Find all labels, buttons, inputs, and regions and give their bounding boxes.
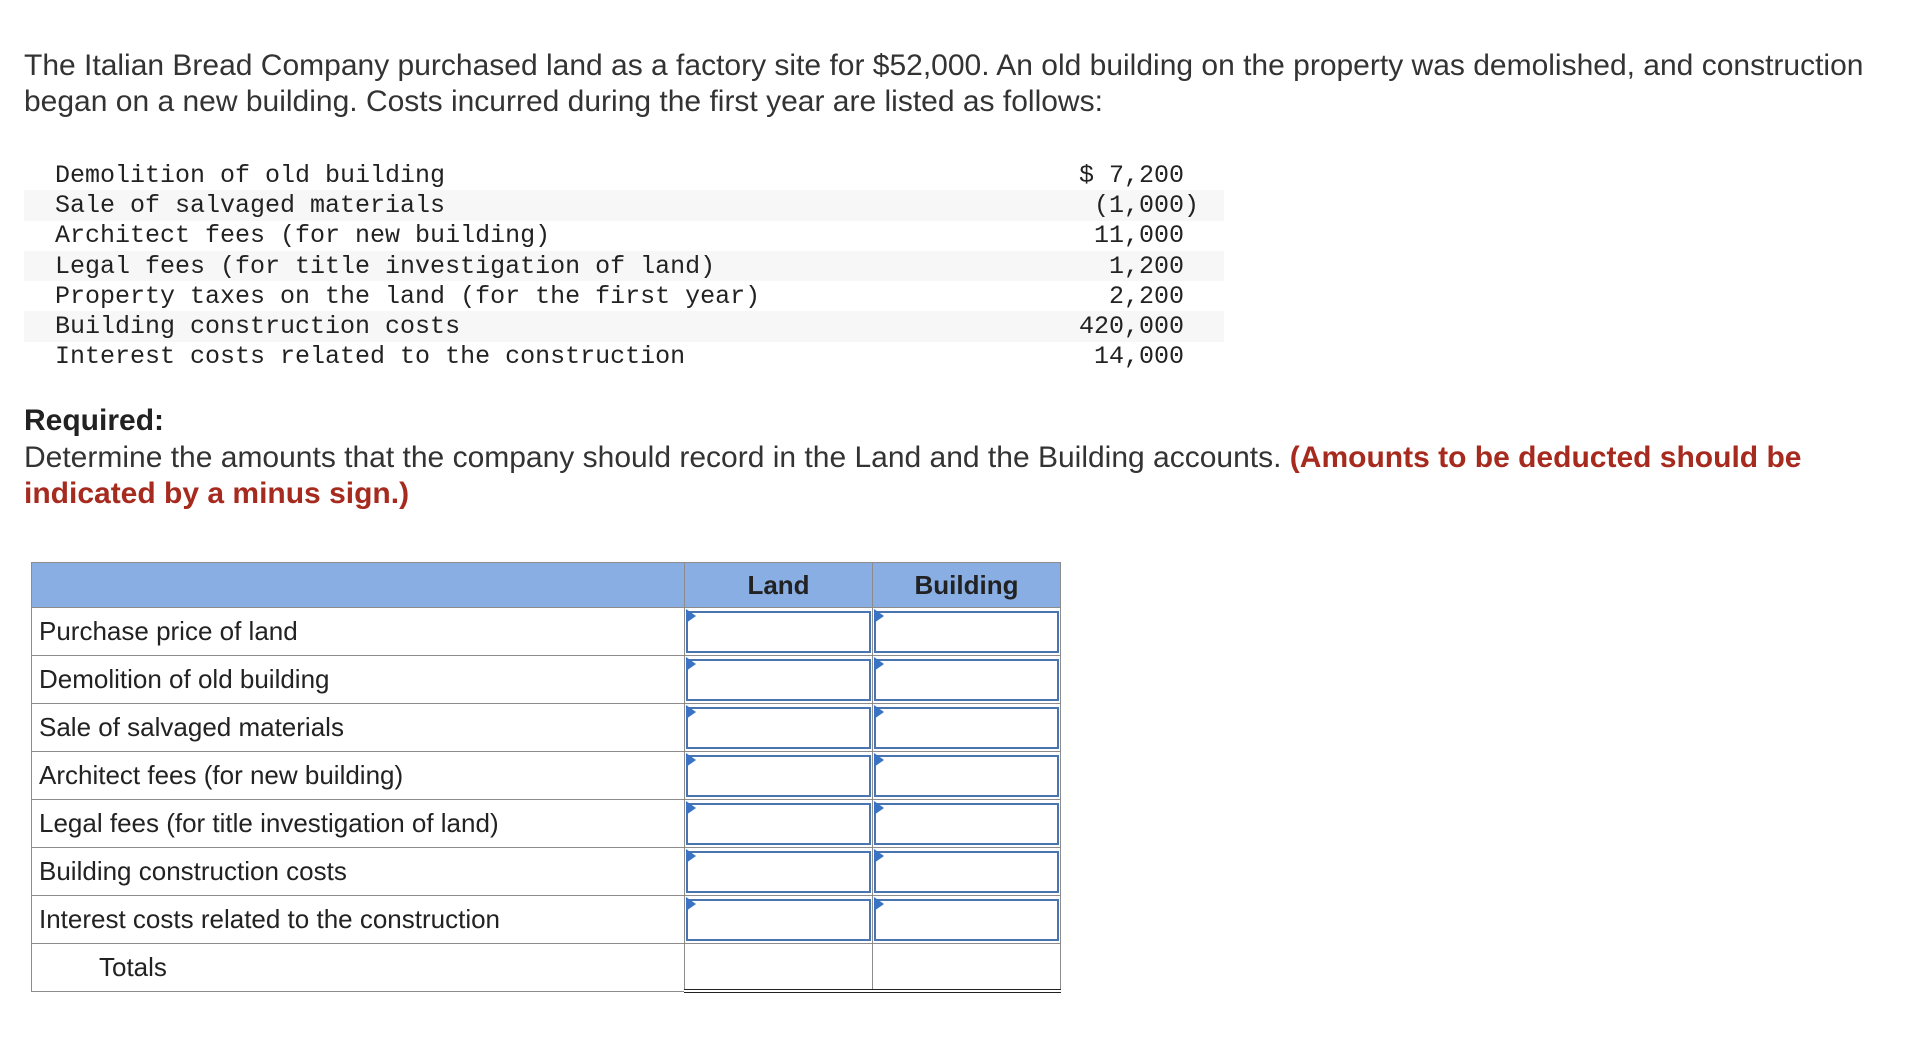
header-land: Land — [685, 563, 873, 608]
building-input[interactable] — [874, 851, 1059, 893]
input-marker-icon — [686, 609, 696, 623]
required-heading: Required: — [24, 404, 165, 437]
cost-amount: 420,000 — [1029, 311, 1224, 341]
input-marker-icon — [874, 801, 884, 815]
answer-row — [32, 800, 1061, 848]
required-instructions — [24, 440, 1904, 512]
answer-row — [32, 656, 1061, 704]
header-building: Building — [873, 563, 1061, 608]
answer-row — [32, 704, 1061, 752]
cost-description: Sale of salvaged materials — [24, 190, 1029, 220]
input-marker-icon — [686, 657, 696, 671]
cost-row — [24, 311, 1224, 341]
building-input[interactable] — [874, 659, 1059, 701]
input-marker-icon — [874, 657, 884, 671]
cost-row — [24, 221, 1224, 251]
land-cell — [685, 704, 873, 752]
cost-amount: $ 7,200 — [1078, 160, 1199, 190]
input-marker-icon — [686, 849, 696, 863]
land-cell — [685, 848, 873, 896]
building-cell — [873, 896, 1061, 944]
land-input[interactable] — [686, 707, 871, 749]
building-input[interactable] — [874, 611, 1059, 653]
input-marker-icon — [874, 705, 884, 719]
cost-row — [24, 160, 1224, 190]
cost-amount: 14,000 — [1093, 342, 1199, 372]
answer-table-header — [32, 563, 1061, 608]
land-cell — [685, 800, 873, 848]
input-marker-icon — [686, 753, 696, 767]
row-label: Legal fees (for title investigation of land) — [32, 800, 685, 848]
row-label: Sale of salvaged materials — [32, 704, 685, 752]
cost-amount: 11,000 — [1093, 221, 1199, 251]
header-label-column — [32, 563, 685, 608]
building-cell — [873, 800, 1061, 848]
building-cell — [873, 656, 1061, 704]
totals-label: Totals — [32, 944, 685, 992]
building-cell — [873, 704, 1061, 752]
row-label: Demolition of old building — [32, 656, 685, 704]
building-input[interactable] — [874, 803, 1059, 845]
land-cell — [685, 896, 873, 944]
input-marker-icon — [686, 705, 696, 719]
land-cell — [685, 656, 873, 704]
land-input[interactable] — [686, 803, 871, 845]
answer-row — [32, 896, 1061, 944]
cost-row — [24, 251, 1224, 281]
cost-amount: 1,200 — [1029, 251, 1224, 281]
land-total — [685, 944, 873, 992]
cost-row — [24, 190, 1224, 220]
building-input[interactable] — [874, 899, 1059, 941]
land-input[interactable] — [686, 899, 871, 941]
row-label: Purchase price of land — [32, 608, 685, 656]
totals-row — [32, 944, 1061, 992]
cost-row — [24, 342, 1224, 372]
instruction-text: Determine the amounts that the company should record in the Land and the Building accounts. — [24, 441, 1282, 474]
cost-description: Building construction costs — [24, 311, 1029, 341]
input-marker-icon — [874, 849, 884, 863]
answer-row — [32, 608, 1061, 656]
cost-row — [24, 281, 1224, 311]
building-input[interactable] — [874, 707, 1059, 749]
land-input[interactable] — [686, 851, 871, 893]
building-input[interactable] — [874, 755, 1059, 797]
answer-row — [32, 848, 1061, 896]
building-total — [873, 944, 1061, 992]
land-cell — [685, 752, 873, 800]
input-marker-icon — [874, 609, 884, 623]
row-label: Interest costs related to the construction — [32, 896, 685, 944]
input-marker-icon — [874, 753, 884, 767]
answer-row — [32, 752, 1061, 800]
cost-description: Legal fees (for title investigation of land) — [24, 251, 1029, 281]
land-cell — [685, 608, 873, 656]
problem-statement: The Italian Bread Company purchased land as a factory site for $52,000. An old building on the property was demolished, and construction began on a new building. Costs incurred during the first year are listed as follows: — [24, 49, 1864, 118]
deduction-note: (Amounts to be deducted should be indicated by a minus sign.) — [24, 441, 1802, 510]
answer-table — [31, 562, 1061, 993]
land-input[interactable] — [686, 659, 871, 701]
input-marker-icon — [686, 897, 696, 911]
input-marker-icon — [874, 897, 884, 911]
building-cell — [873, 848, 1061, 896]
cost-description: Architect fees (for new building) — [55, 221, 551, 251]
cost-amount: (1,000) — [1029, 190, 1224, 220]
cost-list — [24, 160, 1224, 372]
row-label: Architect fees (for new building) — [32, 752, 685, 800]
cost-description: Demolition of old building — [55, 160, 446, 190]
building-cell — [873, 752, 1061, 800]
building-cell — [873, 608, 1061, 656]
land-input[interactable] — [686, 611, 871, 653]
input-marker-icon — [686, 801, 696, 815]
land-input[interactable] — [686, 755, 871, 797]
cost-amount: 2,200 — [1108, 281, 1199, 311]
row-label: Building construction costs — [32, 848, 685, 896]
cost-description: Property taxes on the land (for the first year) — [55, 281, 761, 311]
cost-description: Interest costs related to the construction — [55, 342, 686, 372]
